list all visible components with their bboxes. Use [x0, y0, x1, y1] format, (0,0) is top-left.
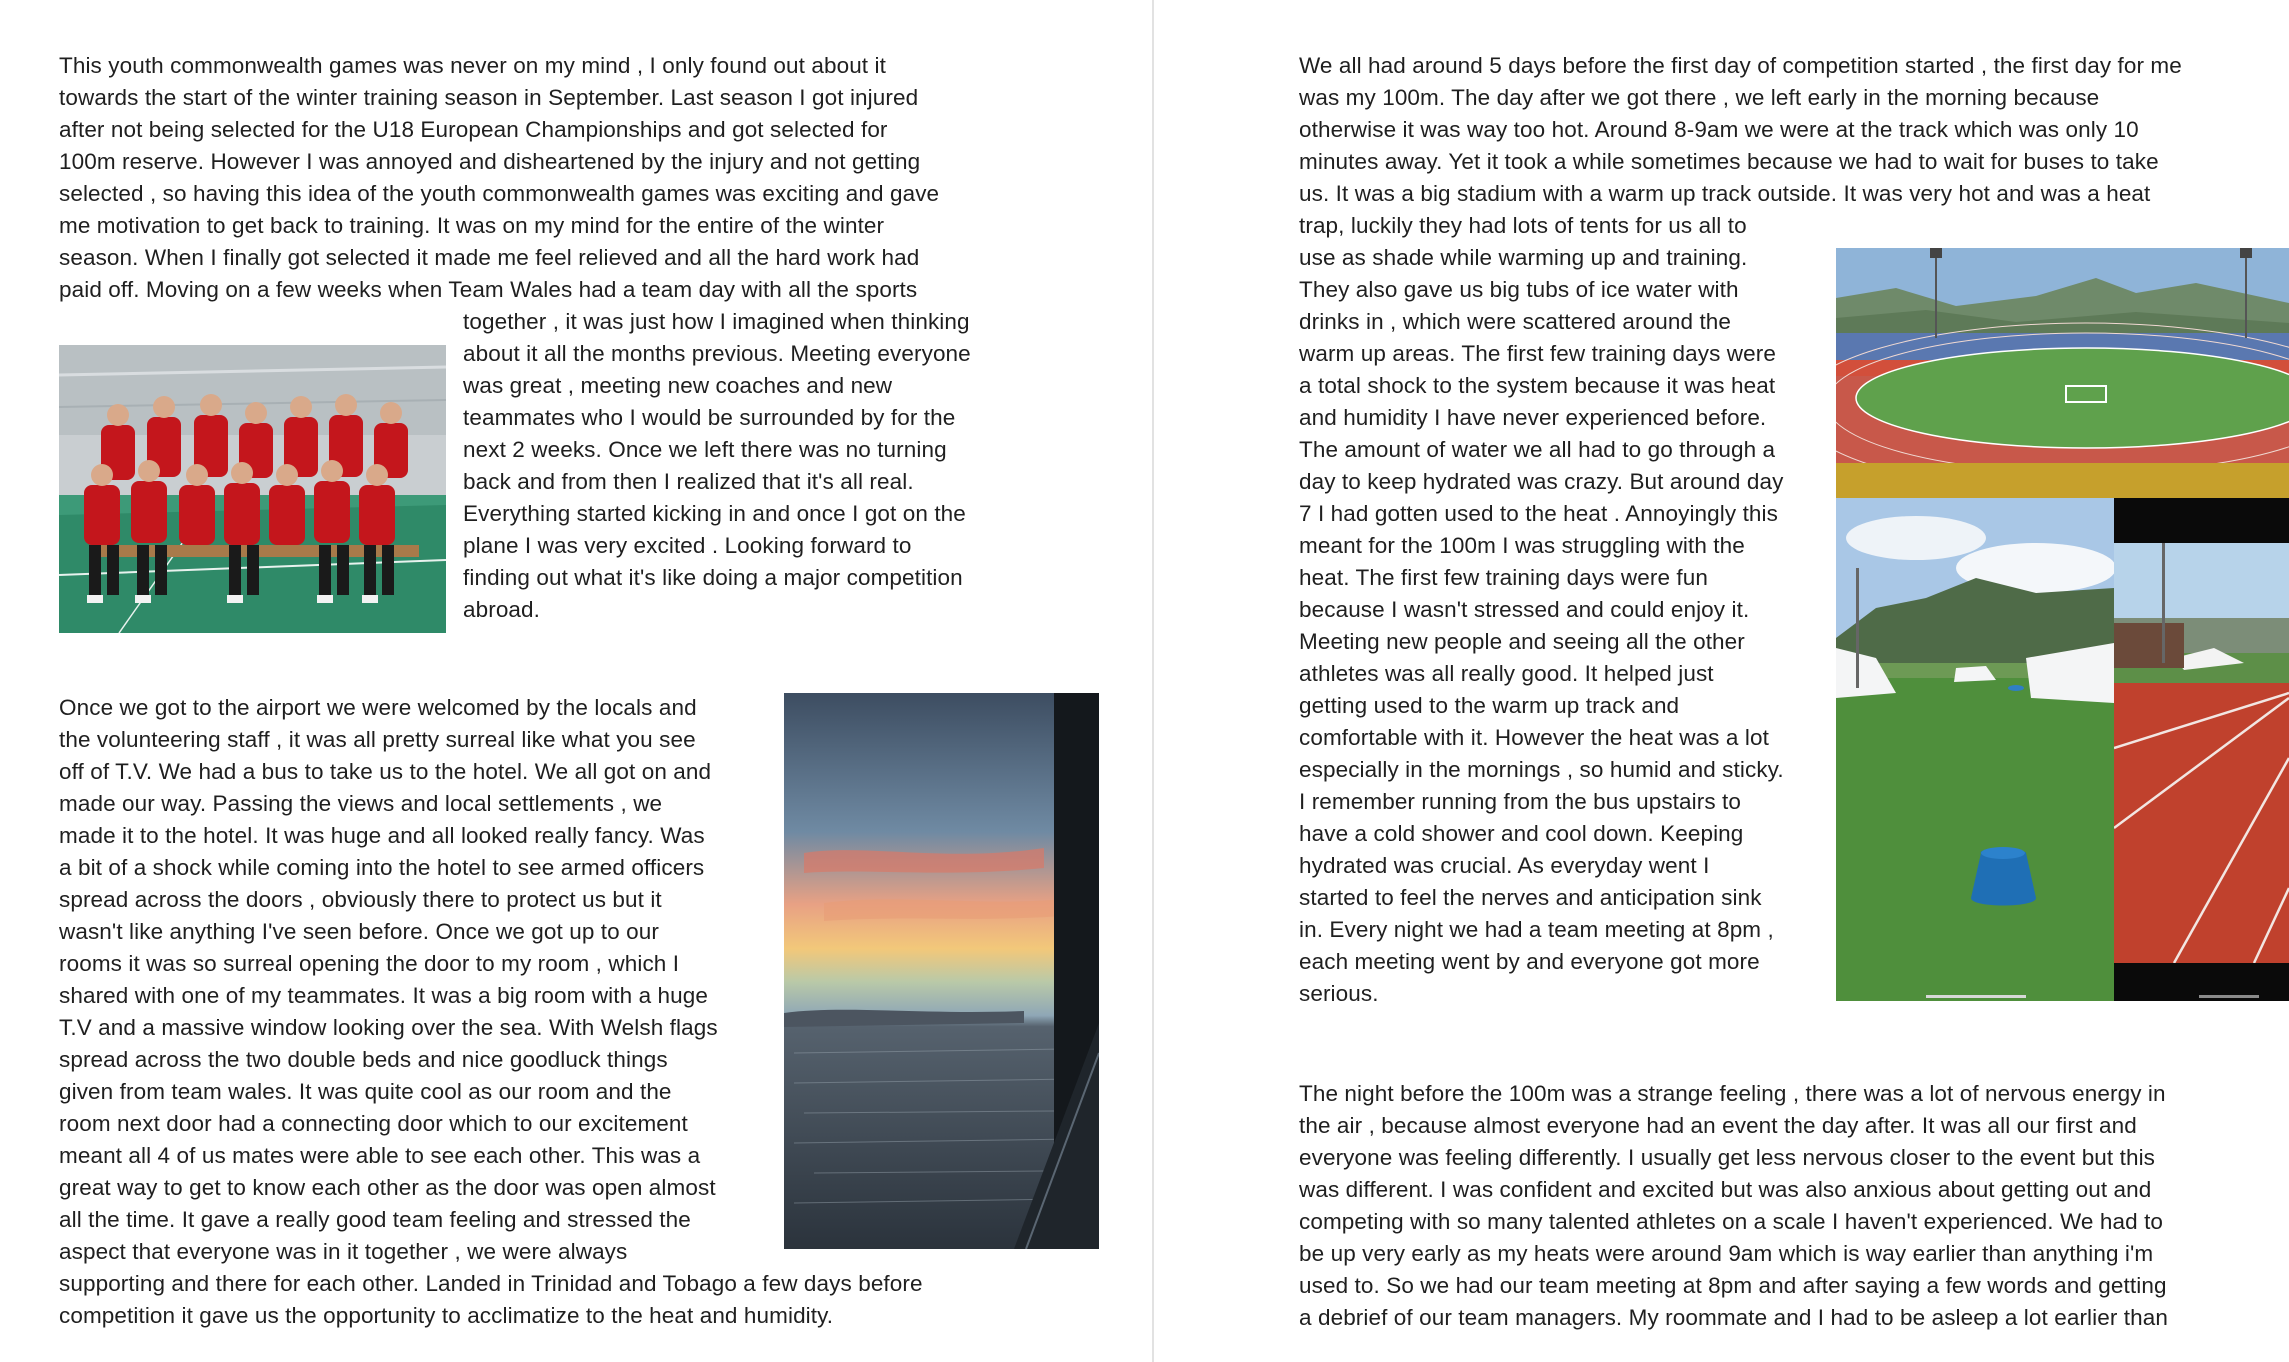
- text-line: athletes was all really good. It helped just: [1299, 661, 1714, 686]
- text-line: plane I was very excited . Looking forward to: [463, 533, 912, 558]
- text-line: drinks in , which were scattered around the: [1299, 309, 1732, 334]
- text-line: everyone was feeling differently. I usually get less nervous closer to the event but this: [1299, 1145, 2156, 1170]
- text-line: room next door had a connecting door which to our excitement: [59, 1111, 688, 1136]
- text-line: was great , meeting new coaches and new: [463, 373, 893, 398]
- text-line: getting used to the warm up track and: [1299, 693, 1680, 718]
- text-line: have a cold shower and cool down. Keeping: [1299, 821, 1744, 846]
- text-line: I remember running from the bus upstairs to: [1299, 789, 1741, 814]
- text-line: T.V and a massive window looking over the sea. With Welsh flags: [59, 1015, 718, 1040]
- text-line: off of T.V. We had a bus to take us to the hotel. We all got on and: [59, 759, 712, 784]
- text-line: comfortable with it. However the heat was a lot: [1299, 725, 1769, 750]
- text-line: shared with one of my teammates. It was a big room with a huge: [59, 983, 709, 1008]
- text-line: the volunteering staff , it was all pretty surreal like what you see: [59, 727, 696, 752]
- text-line: together , it was just how I imagined when thinking: [463, 309, 970, 334]
- text-line: finding out what it's like doing a major competition: [463, 565, 963, 590]
- text-line: made our way. Passing the views and local settlements , we: [59, 791, 663, 816]
- text-line: spread across the doors , obviously there to protect us but it: [59, 887, 662, 912]
- text-line: supporting and there for each other. Landed in Trinidad and Tobago a few days before: [59, 1271, 923, 1296]
- text-line: a debrief of our team managers. My roommate and I had to be asleep a lot earlier than: [1299, 1305, 2168, 1330]
- text-line: us. It was a big stadium with a warm up track outside. It was very hot and was a heat: [1299, 181, 2151, 206]
- warmup-field-tents-photo: [1836, 498, 2114, 1001]
- text-line: 7 I had gotten used to the heat . Annoyingly this: [1299, 501, 1778, 526]
- text-line: used to. So we had our team meeting at 8pm and after saying a few words and getting: [1299, 1273, 2167, 1298]
- text-line: me motivation to get back to training. It was on my mind for the entire of the winter: [59, 213, 885, 238]
- text-line: minutes away. Yet it took a while sometimes because we had to wait for buses to take: [1299, 149, 2159, 174]
- text-line: was different. I was confident and excited but was also anxious about getting out and: [1299, 1177, 2152, 1202]
- text-line: the air , because almost everyone had an event the day after. It was all our first and: [1299, 1113, 2137, 1138]
- text-line: meant for the 100m I was struggling with the: [1299, 533, 1745, 558]
- text-line: be up very early as my heats were around 9am which is way earlier than anything i'm: [1299, 1241, 2154, 1266]
- text-line: in. Every night we had a team meeting at 8pm ,: [1299, 917, 1774, 942]
- text-line: rooms it was so surreal opening the door to my room , which I: [59, 951, 680, 976]
- text-line: Once we got to the airport we were welcomed by the locals and: [59, 695, 697, 720]
- text-line: competing with so many talented athletes on a scale I haven't experienced. We had to: [1299, 1209, 2164, 1234]
- text-line: wasn't like anything I've seen before. Once we got up to our: [59, 919, 659, 944]
- text-line: They also gave us big tubs of ice water with: [1299, 277, 1739, 302]
- text-line: great way to get to know each other as the door was open almost: [59, 1175, 716, 1200]
- text-line: back and from then I realized that it's all real.: [463, 469, 914, 494]
- text-line: selected , so having this idea of the youth commonwealth games was exciting and gave: [59, 181, 940, 206]
- team-wales-group-photo: [59, 345, 446, 633]
- text-line: started to feel the nerves and anticipation sink: [1299, 885, 1762, 910]
- text-line: day to keep hydrated was crazy. But around day: [1299, 469, 1784, 494]
- text-line: We all had around 5 days before the first day of competition started , the first day for me: [1299, 53, 2182, 78]
- text-line: next 2 weeks. Once we left there was no turning: [463, 437, 947, 462]
- text-line: because I wasn't stressed and could enjoy it.: [1299, 597, 1750, 622]
- text-line: season. When I finally got selected it made me feel relieved and all the hard work had: [59, 245, 920, 270]
- text-line: all the time. It gave a really good team feeling and stressed the: [59, 1207, 691, 1232]
- text-line: after not being selected for the U18 European Championships and got selected for: [59, 117, 888, 142]
- text-line: towards the start of the winter training season in September. Last season I got injured: [59, 85, 919, 110]
- text-line: heat. The first few training days were fun: [1299, 565, 1708, 590]
- text-line: Meeting new people and seeing all the other: [1299, 629, 1745, 654]
- text-line: Everything started kicking in and once I got on the: [463, 501, 966, 526]
- text-line: The night before the 100m was a strange feeling , there was a lot of nervous energy in: [1299, 1081, 2166, 1106]
- text-line: warm up areas. The first few training days were: [1299, 341, 1776, 366]
- text-line: trap, luckily they had lots of tents for us all to: [1299, 213, 1747, 238]
- text-line: hydrated was crucial. As everyday went I: [1299, 853, 1710, 878]
- text-line: competition it gave us the opportunity to acclimatize to the heat and humidity.: [59, 1303, 834, 1328]
- hotel-window-sunset-photo: [784, 693, 1099, 1249]
- page-divider: [1152, 0, 1154, 1362]
- text-line: made it to the hotel. It was huge and all looked really fancy. Was: [59, 823, 705, 848]
- running-track-photo: [2114, 498, 2289, 1001]
- text-line: was my 100m. The day after we got there , we left early in the morning because: [1299, 85, 2100, 110]
- text-line: a total shock to the system because it was heat: [1299, 373, 1776, 398]
- text-line: 100m reserve. However I was annoyed and disheartened by the injury and not getting: [59, 149, 921, 174]
- text-line: spread across the two double beds and nice goodluck things: [59, 1047, 668, 1072]
- text-line: abroad.: [463, 597, 541, 622]
- text-line: otherwise it was way too hot. Around 8-9am we were at the track which was only 10: [1299, 117, 2139, 142]
- text-line: given from team wales. It was quite cool as our room and the: [59, 1079, 672, 1104]
- text-line: aspect that everyone was in it together , we were always: [59, 1239, 628, 1264]
- text-line: and humidity I have never experienced before.: [1299, 405, 1767, 430]
- text-line: paid off. Moving on a few weeks when Team Wales had a team day with all the sports: [59, 277, 918, 302]
- text-line: a bit of a shock while coming into the hotel to see armed officers: [59, 855, 705, 880]
- text-line: serious.: [1299, 981, 1379, 1006]
- text-line: use as shade while warming up and training.: [1299, 245, 1748, 270]
- text-line: each meeting went by and everyone got more: [1299, 949, 1760, 974]
- text-line: meant all 4 of us mates were able to see each other. This was a: [59, 1143, 701, 1168]
- text-line: especially in the mornings , so humid and sticky.: [1299, 757, 1784, 782]
- text-line: This youth commonwealth games was never on my mind , I only found out about it: [59, 53, 886, 78]
- text-line: teammates who I would be surrounded by for the: [463, 405, 956, 430]
- text-line: about it all the months previous. Meeting everyone: [463, 341, 971, 366]
- text-line: The amount of water we all had to go through a: [1299, 437, 1776, 462]
- stadium-photo: [1836, 248, 2289, 498]
